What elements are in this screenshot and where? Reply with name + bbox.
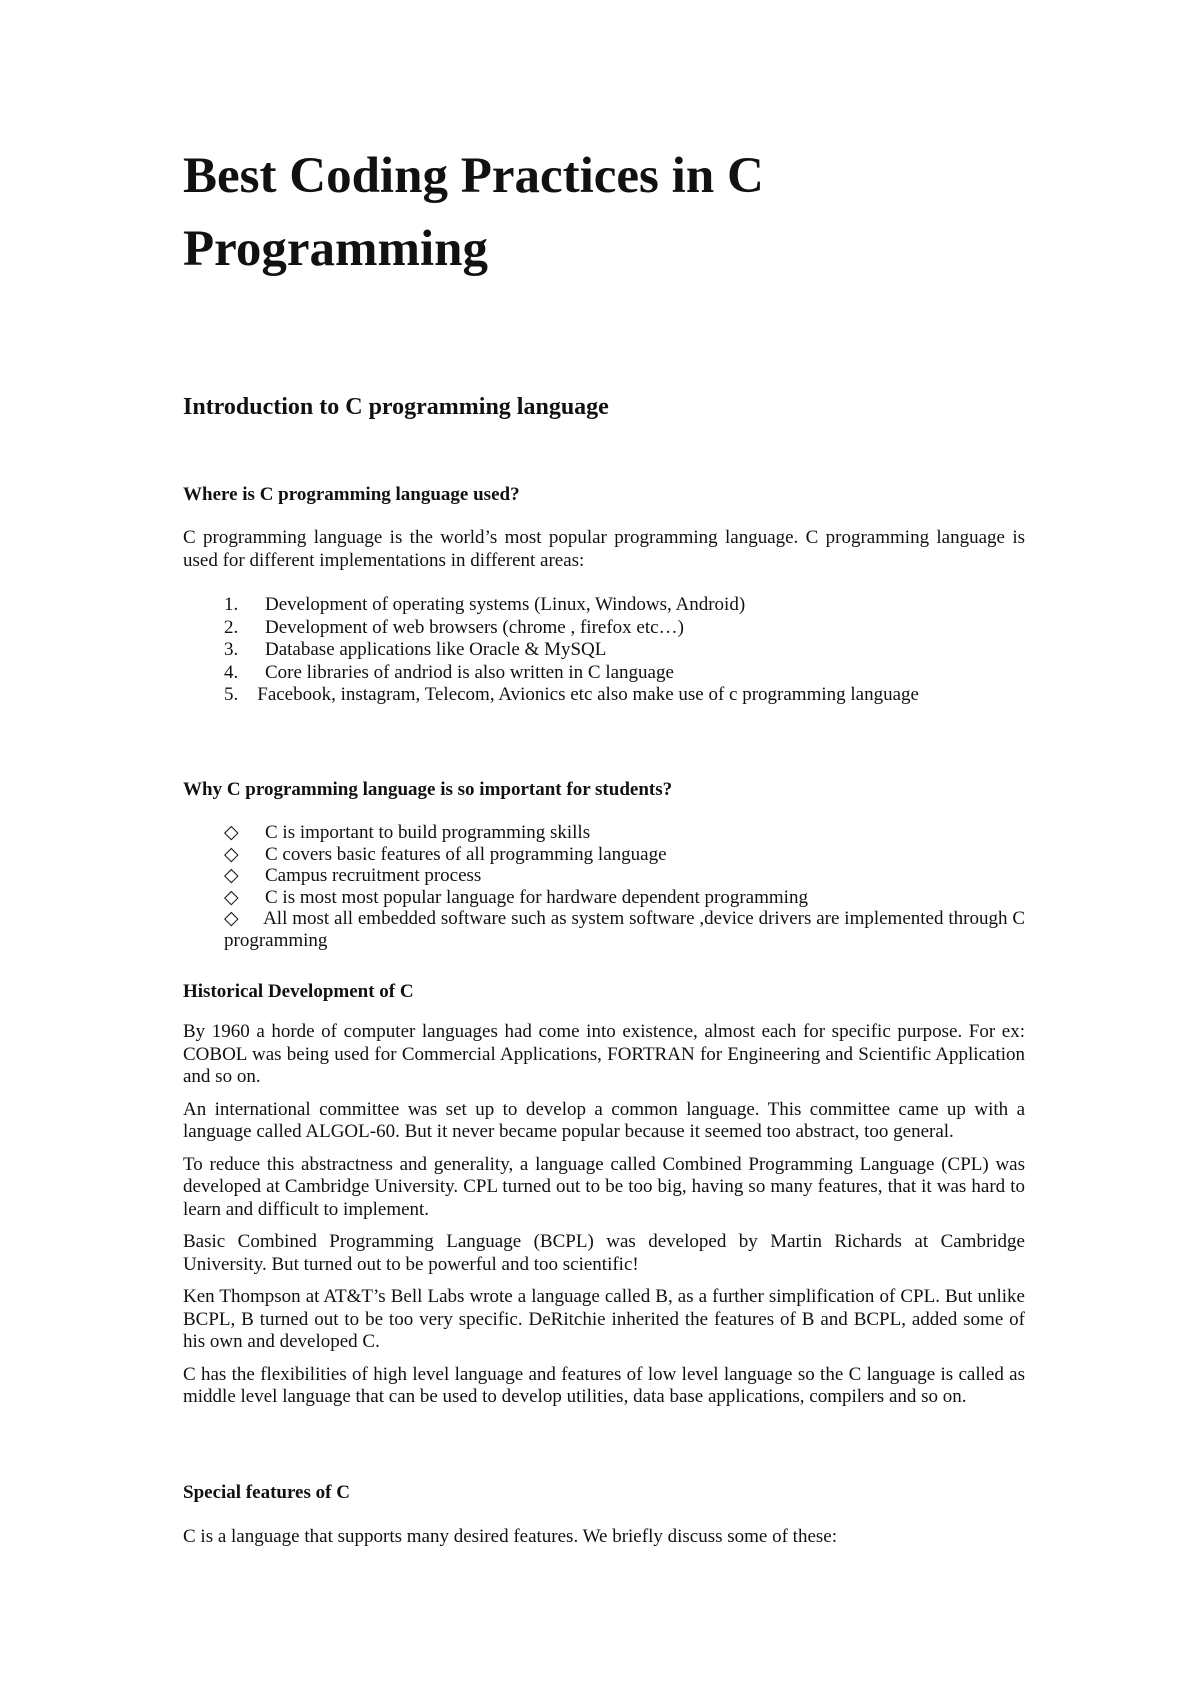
list-item xyxy=(224,822,1025,844)
history-paragraph: C has the flexibilities of high level language and features of low level language so the C language is called as middle level language that can be used to develop utilities, data base applications, compilers and so on. xyxy=(183,1363,1025,1407)
diamond-bullet-icon: ◇ xyxy=(224,865,239,886)
history-heading: Historical Development of C xyxy=(183,981,414,1002)
history-section xyxy=(183,981,1025,1409)
list-item xyxy=(224,684,1025,707)
list-item-text: C is important to build programming skills xyxy=(265,822,591,843)
list-item-text: C is most most popular language for hardware dependent programming xyxy=(265,886,808,908)
list-item xyxy=(224,887,1025,909)
list-item xyxy=(224,865,1025,887)
list-item-text: Database applications like Oracle & MySQL xyxy=(265,639,607,660)
diamond-bullet-icon: ◇ xyxy=(224,908,239,929)
history-paragraph: By 1960 a horde of computer languages had come into existence, almost each for specific purpose. For ex: COBOL was being used for Commercial Applications, FORTRAN for Engineering and Scientific Application and so on. xyxy=(183,1021,1025,1087)
why-important-heading: Why C programming language is so important for students? xyxy=(183,779,673,800)
where-used-paragraph: C programming language is the world’s most popular programming language. C programming language is used for different implementations in different areas: xyxy=(183,527,1025,571)
special-features-paragraph: C is a language that supports many desired features. We briefly discuss some of these: xyxy=(183,1526,837,1547)
history-paragraph: Basic Combined Programming Language (BCPL) was developed by Martin Richards at Cambridge University. But turned out to be powerful and too scientific! xyxy=(183,1231,1025,1275)
list-item-number: 4. xyxy=(224,661,239,683)
list-item-text: Facebook, instagram, Telecom, Avionics etc also make use of c programming language xyxy=(257,684,919,705)
list-item xyxy=(224,844,1025,866)
where-used-section xyxy=(183,484,1025,707)
where-used-heading: Where is C programming language used? xyxy=(183,484,520,505)
special-features-heading: Special features of C xyxy=(183,1482,350,1503)
history-paragraph: An international committee was set up to develop a common language. This committee came up with a language called ALGOL-60. But it never became popular because it seemed too abstract, too general. xyxy=(183,1098,1025,1142)
list-item-number: 3. xyxy=(224,639,239,660)
page-title: Best Coding Practices in C Programming xyxy=(183,148,764,277)
diamond-bullet-icon: ◇ xyxy=(224,843,239,865)
list-item xyxy=(224,617,1025,640)
list-item-text: All most all embedded software such as system software ,device drivers are implemented through C programming xyxy=(224,908,1025,951)
list-item-text: Core libraries of andriod is also written in C language xyxy=(265,661,674,683)
list-item-text: Development of operating systems (Linux, Windows, Android) xyxy=(265,594,746,615)
list-item-text: Campus recruitment process xyxy=(265,865,482,886)
list-item xyxy=(224,594,1025,617)
intro-heading: Introduction to C programming language xyxy=(183,394,609,420)
diamond-bullet-icon: ◇ xyxy=(224,822,239,843)
list-item xyxy=(224,662,1025,685)
history-paragraph: Ken Thompson at AT&T’s Bell Labs wrote a language called B, as a further simplification of CPL. But unlike BCPL, B turned out to be too very specific. DeRitchie inherited the features of B and BCPL, added some of his own and developed C. xyxy=(183,1286,1025,1352)
diamond-bullet-icon: ◇ xyxy=(224,886,239,908)
where-used-list xyxy=(183,594,1025,707)
history-paragraph: To reduce this abstractness and generality, a language called Combined Programming Language (CPL) was developed at Cambridge University. CPL turned out to be too big, having so many features, that it was hard to learn and difficult to implement. xyxy=(183,1153,1025,1220)
why-important-section xyxy=(183,779,1025,951)
list-item-number: 1. xyxy=(224,594,239,615)
list-item-text: C covers basic features of all programming language xyxy=(265,843,667,865)
why-important-list xyxy=(183,822,1025,951)
special-features-section xyxy=(183,1482,1025,1549)
list-item-number: 2. xyxy=(224,616,239,638)
list-item-text: Development of web browsers (chrome , firefox etc…) xyxy=(265,616,684,638)
list-item-number: 5. xyxy=(224,684,239,705)
list-item xyxy=(224,639,1025,662)
document-page xyxy=(183,140,1025,1547)
list-item xyxy=(224,908,1025,951)
